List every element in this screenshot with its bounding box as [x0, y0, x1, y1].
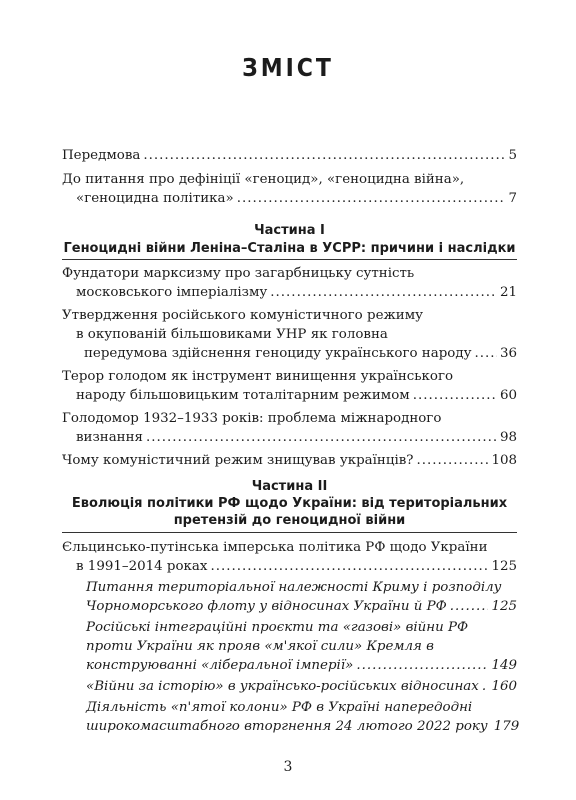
- part-2-heading-line-2: претензій до геноцидної війни: [173, 513, 406, 528]
- part-2-heading-line-1: Еволюція політики РФ щодо України: від територіальних: [71, 496, 508, 511]
- leader-dots: [450, 597, 489, 616]
- toc-entry-page: 179: [493, 719, 520, 734]
- leader-dots: [356, 656, 488, 675]
- toc-entry-title: «Війни за історію» в українсько-російських відносинах: [86, 679, 479, 694]
- page-number: 3: [283, 759, 293, 775]
- toc-entry-line: Голодомор 1932–1933 років: проблема міжнародного: [62, 411, 442, 426]
- leader-dots: [270, 283, 497, 302]
- toc-entry-title: визнання: [76, 430, 143, 445]
- toc-entry[interactable]: [62, 538, 517, 576]
- page-title: ЗМІСТ: [242, 54, 334, 83]
- toc-subentry[interactable]: [86, 677, 517, 696]
- toc-subentries: [62, 578, 520, 736]
- leader-dots: [413, 386, 497, 405]
- toc-entry[interactable]: [62, 367, 517, 405]
- toc-front: [62, 146, 517, 208]
- part-1-label: Частина I: [254, 223, 325, 238]
- toc-entry[interactable]: [62, 146, 517, 165]
- toc-entry[interactable]: [62, 170, 517, 208]
- toc-entry-line: в окупованій більшовиками УНР як головна: [76, 327, 388, 342]
- toc-entry-title: передумова здійснення геноциду українського народу: [84, 346, 472, 361]
- toc-part-1: [62, 264, 517, 470]
- toc-entry-title: народу більшовицьким тоталітарним режимом: [76, 388, 410, 403]
- toc-subentry[interactable]: [86, 618, 517, 675]
- toc-entry[interactable]: [62, 306, 517, 363]
- toc-entry-line: Діяльність «п'ятої колони» РФ в Україні напередодні: [86, 700, 473, 715]
- toc-entry-line: Утвердження російського комуністичного режиму: [62, 308, 424, 323]
- leader-dots: [416, 451, 488, 470]
- leader-dots: [210, 557, 488, 576]
- toc-subentry[interactable]: [86, 578, 517, 616]
- toc-entry-line: Фундатори марксизму про загарбницьку сутність: [62, 266, 415, 281]
- toc-entry-title: московського імперіалізму: [76, 285, 268, 300]
- toc-entry-page: 98: [499, 430, 517, 445]
- toc-entry-page: 36: [499, 346, 517, 361]
- toc-entry-title: в 1991–2014 роках: [76, 559, 208, 574]
- toc-entry[interactable]: [62, 264, 517, 302]
- leader-dots: [146, 428, 497, 447]
- leader-dots: [143, 146, 505, 165]
- toc-entry-page: 21: [499, 285, 517, 300]
- toc-subentry[interactable]: [86, 698, 520, 736]
- toc-entry-title: конструюванні «ліберальної імперії»: [86, 658, 354, 673]
- toc-entry-page: 60: [499, 388, 517, 403]
- toc-entry-line: проти України як прояв «м'якої сили» Кремля в: [86, 639, 434, 654]
- leader-dots: [474, 344, 496, 363]
- section-rule: [62, 532, 517, 533]
- leader-dots: [482, 677, 489, 696]
- toc-entry-page: 149: [491, 658, 517, 673]
- toc-entry-title: Передмова: [62, 148, 141, 163]
- part-1-heading: Геноцидні війни Леніна–Сталіна в УСРР: причини і наслідки: [63, 241, 516, 256]
- toc-entry[interactable]: [62, 409, 517, 447]
- toc-part-2: [62, 538, 520, 736]
- toc-entry-title: «геноцидна політика»: [76, 191, 234, 206]
- toc-entry-page: 5: [508, 148, 517, 163]
- toc-entry-line: Російські інтеграційні проєкти та «газові» війни РФ: [86, 620, 469, 635]
- toc-entry-page: 125: [491, 559, 517, 574]
- part-2-label: Частина II: [251, 479, 328, 494]
- toc-entry-page: 125: [491, 599, 517, 614]
- leader-dots: [237, 189, 506, 208]
- section-rule: [62, 259, 517, 260]
- toc-entry-line: Єльцинсько-путінська імперська політика РФ щодо України: [62, 540, 488, 555]
- toc-entry-line: До питання про дефініції «геноцид», «геноцидна війна»,: [62, 172, 465, 187]
- toc-entry[interactable]: [62, 451, 517, 470]
- toc-entry-page: 7: [508, 191, 517, 206]
- toc-entry-page: 160: [491, 679, 517, 694]
- toc-entry-page: 108: [491, 453, 517, 468]
- toc-entry-title: Чому комуністичний режим знищував українців?: [62, 453, 414, 468]
- toc-entry-title: Чорноморського флоту у відносинах України й РФ: [86, 599, 447, 614]
- toc-entry-line: Терор голодом як інструмент винищення українського: [62, 369, 454, 384]
- toc-entry-title: широкомасштабного вторгнення 24 лютого 2022 року: [86, 719, 488, 734]
- toc-entry-line: Питання територіальної належності Криму і розподілу: [86, 580, 502, 595]
